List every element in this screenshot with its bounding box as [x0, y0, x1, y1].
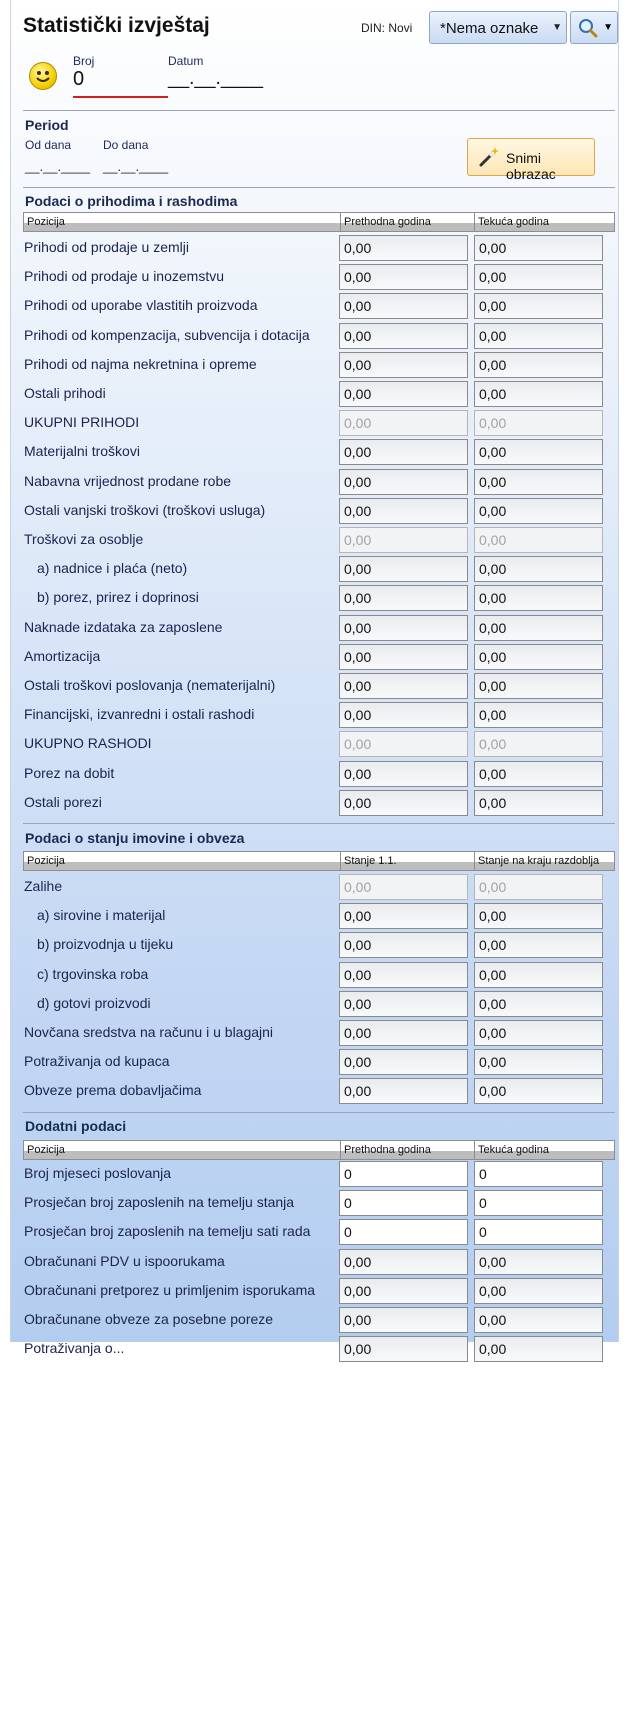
value-field-col1[interactable]: 0,00: [339, 381, 468, 407]
row-label: Zalihe: [24, 878, 63, 894]
row-label: b) porez, prirez i doprinosi: [37, 589, 199, 606]
value-field-col1[interactable]: 0: [339, 1161, 468, 1187]
value-field-col2[interactable]: 0,00: [474, 498, 603, 524]
row-label: Potraživanja o...: [24, 1340, 125, 1357]
value-field-col2[interactable]: 0,00: [474, 1278, 603, 1304]
row-label: Potraživanja od kupaca: [24, 1053, 170, 1070]
value-field-col2[interactable]: 0,00: [474, 761, 603, 787]
row-label: Ostali troškovi poslovanja (nematerijalni): [24, 677, 276, 693]
row-label: a) nadnice i plaća (neto): [37, 560, 188, 577]
value-field-col2[interactable]: 0,00: [474, 323, 603, 349]
value-field-col1[interactable]: 0,00: [339, 615, 468, 641]
row-label: Materijalni troškovi: [24, 443, 140, 460]
broj-label: Broj: [73, 54, 95, 68]
income-table-header: [23, 212, 615, 232]
tag-select-value: *Nema oznake: [440, 20, 539, 37]
value-field-col1[interactable]: 0,00: [339, 235, 468, 261]
value-field-col2[interactable]: 0,00: [474, 644, 603, 670]
value-field-col1: 0,00: [339, 731, 468, 757]
row-label: Ostali prihodi: [24, 385, 106, 401]
row-label: Ostali porezi: [24, 793, 102, 810]
magic-wand-icon: [477, 145, 501, 174]
column-header: Pozicija: [27, 855, 65, 867]
row-label: Obračunani PDV u ispoorukama: [24, 1252, 225, 1269]
row-label: Troškovi za osoblje: [24, 531, 144, 547]
datum-input[interactable]: __.__.____: [168, 68, 264, 89]
value-field-col2[interactable]: 0,00: [474, 673, 603, 699]
value-field-col2[interactable]: 0,00: [474, 264, 603, 290]
row-label: Financijski, izvanredni i ostali rashodi: [24, 706, 255, 723]
value-field-col1[interactable]: 0,00: [339, 1249, 468, 1275]
value-field-col1[interactable]: 0,00: [339, 585, 468, 611]
column-header: Prethodna godina: [344, 1144, 431, 1156]
datum-label: Datum: [168, 54, 204, 68]
row-label: UKUPNI PRIHODI: [24, 414, 140, 431]
value-field-col2[interactable]: 0: [474, 1190, 603, 1216]
value-field-col1[interactable]: 0,00: [339, 790, 468, 816]
value-field-col1[interactable]: 0,00: [339, 644, 468, 670]
value-field-col2[interactable]: 0,00: [474, 469, 603, 495]
broj-input[interactable]: 0: [73, 68, 168, 98]
row-label: Prihodi od najma nekretnina i opreme: [24, 355, 257, 372]
row-label: Porez na dobit: [24, 764, 115, 781]
row-label: Prihodi od kompenzacija, subvencija i dotacija: [24, 326, 310, 343]
search-button[interactable]: [570, 11, 618, 44]
value-field-col1[interactable]: 0,00: [339, 673, 468, 699]
column-header: Pozicija: [27, 216, 65, 228]
value-field-col2[interactable]: 0,00: [474, 615, 603, 641]
value-field-col2[interactable]: 0,00: [474, 556, 603, 582]
value-field-col1[interactable]: 0,00: [339, 293, 468, 319]
row-label: c) trgovinska roba: [37, 965, 149, 982]
value-field-col1[interactable]: 0,00: [339, 761, 468, 787]
value-field-col1[interactable]: 0,00: [339, 991, 468, 1017]
din-status: DIN: Novi: [361, 21, 413, 35]
value-field-col2[interactable]: 0,00: [474, 293, 603, 319]
smiley-icon: [29, 62, 57, 90]
divider: [23, 823, 615, 824]
column-header: Tekuća godina: [478, 1144, 549, 1156]
value-field-col1[interactable]: 0,00: [339, 1049, 468, 1075]
row-label: b) proizvodnja u tijeku: [37, 936, 174, 953]
value-field-col1[interactable]: 0,00: [339, 323, 468, 349]
value-field-col2[interactable]: 0,00: [474, 235, 603, 261]
value-field-col2[interactable]: 0,00: [474, 1307, 603, 1333]
chevron-down-icon: ▼: [552, 22, 562, 33]
row-label: Prosječan broj zaposlenih na temelju stanja: [24, 1194, 295, 1211]
value-field-col1: 0,00: [339, 527, 468, 553]
value-field-col1[interactable]: 0,00: [339, 352, 468, 378]
value-field-col2[interactable]: 0,00: [474, 1249, 603, 1275]
value-field-col2[interactable]: 0,00: [474, 790, 603, 816]
save-form-label: Snimi obrazac: [506, 150, 556, 182]
row-label: Prihodi od uporabe vlastitih proizvoda: [24, 297, 258, 314]
extra-table-header: [23, 1140, 615, 1160]
do-dana-label: Do dana: [103, 138, 149, 152]
value-field-col2[interactable]: 0,00: [474, 585, 603, 611]
row-label: Amortizacija: [24, 647, 101, 664]
period-title: Period: [25, 117, 69, 133]
divider: [23, 110, 615, 111]
value-field-col1[interactable]: 0,00: [339, 1336, 468, 1362]
column-header: Stanje na kraju razdoblja: [478, 855, 600, 867]
row-label: a) sirovine i materijal: [37, 907, 166, 924]
value-field-col1: 0,00: [339, 410, 468, 436]
value-field-col1[interactable]: 0,00: [339, 498, 468, 524]
value-field-col2: 0,00: [474, 731, 603, 757]
column-header: Tekuća godina: [478, 216, 549, 228]
value-field-col2: 0,00: [474, 527, 603, 553]
do-dana-input[interactable]: __.__.____: [103, 159, 169, 174]
value-field-col1[interactable]: 0,00: [339, 1020, 468, 1046]
value-field-col2[interactable]: 0: [474, 1219, 603, 1245]
column-header: Stanje 1.1.: [344, 855, 397, 867]
row-label: Naknade izdataka za zaposlene: [24, 618, 223, 635]
row-label: Novčana sredstva na računu i u blagajni: [24, 1024, 274, 1040]
divider: [23, 1112, 615, 1113]
page-title: Statistički izvještaj: [23, 14, 210, 37]
row-label: Obveze prema dobavljačima: [24, 1082, 202, 1099]
row-label: Prihodi od prodaje u zemlji: [24, 239, 189, 255]
row-label: Ostali vanjski troškovi (troškovi usluga): [24, 501, 266, 518]
form-panel: [10, 0, 619, 1358]
value-field-col2[interactable]: 0,00: [474, 439, 603, 465]
assets-section-title: Podaci o stanju imovine i obveza: [25, 830, 245, 846]
value-field-col1[interactable]: 0,00: [339, 1278, 468, 1304]
value-field-col2[interactable]: 0,00: [474, 1336, 603, 1362]
extra-section-title: Dodatni podaci: [25, 1118, 127, 1134]
search-icon: [577, 17, 599, 44]
value-field-col2[interactable]: 0,00: [474, 903, 603, 929]
value-field-col2[interactable]: 0,00: [474, 381, 603, 407]
value-field-col2[interactable]: 0,00: [474, 932, 603, 958]
save-form-button[interactable]: [467, 138, 595, 182]
od-dana-label: Od dana: [25, 138, 72, 152]
row-label: Prosječan broj zaposlenih na temelju sati rada: [24, 1223, 311, 1240]
value-field-col2[interactable]: 0,00: [474, 1049, 603, 1075]
value-field-col2: 0,00: [474, 874, 603, 900]
row-label: Obračunane obveze za posebne poreze: [24, 1311, 274, 1327]
row-label: Prihodi od prodaje u inozemstvu: [24, 268, 225, 285]
value-field-col2[interactable]: 0,00: [474, 991, 603, 1017]
value-field-col1[interactable]: 0,00: [339, 903, 468, 929]
row-label: Obračunani pretporez u primljenim isporukama: [24, 1281, 316, 1298]
value-field-col1[interactable]: 0,00: [339, 469, 468, 495]
value-field-col2[interactable]: 0,00: [474, 702, 603, 728]
value-field-col2[interactable]: 0,00: [474, 1078, 603, 1104]
value-field-col1[interactable]: 0,00: [339, 1307, 468, 1333]
value-field-col2[interactable]: 0,00: [474, 352, 603, 378]
value-field-col1[interactable]: 0,00: [339, 932, 468, 958]
value-field-col2: 0,00: [474, 410, 603, 436]
row-label: UKUPNO RASHODI: [24, 735, 152, 752]
value-field-col2[interactable]: 0,00: [474, 962, 603, 988]
column-header: Pozicija: [27, 1144, 65, 1156]
row-label: Nabavna vrijednost prodane robe: [24, 472, 232, 489]
value-field-col2[interactable]: 0: [474, 1161, 603, 1187]
od-dana-input[interactable]: __.__.____: [25, 159, 91, 174]
value-field-col1[interactable]: 0,00: [339, 1078, 468, 1104]
value-field-col1[interactable]: 0: [339, 1219, 468, 1245]
row-label: d) gotovi proizvodi: [37, 994, 151, 1011]
assets-table-header: [23, 851, 615, 871]
divider: [23, 187, 615, 188]
value-field-col1[interactable]: 0,00: [339, 439, 468, 465]
income-section-title: Podaci o prihodima i rashodima: [25, 193, 238, 209]
value-field-col1[interactable]: 0,00: [339, 264, 468, 290]
value-field-col1[interactable]: 0,00: [339, 962, 468, 988]
row-label: Broj mjeseci poslovanja: [24, 1165, 172, 1181]
chevron-down-icon: ▼: [603, 22, 613, 33]
value-field-col2[interactable]: 0,00: [474, 1020, 603, 1046]
value-field-col1[interactable]: 0: [339, 1190, 468, 1216]
value-field-col1: 0,00: [339, 874, 468, 900]
value-field-col1[interactable]: 0,00: [339, 556, 468, 582]
tag-select[interactable]: [429, 11, 567, 44]
column-header: Prethodna godina: [344, 216, 431, 228]
value-field-col1[interactable]: 0,00: [339, 702, 468, 728]
